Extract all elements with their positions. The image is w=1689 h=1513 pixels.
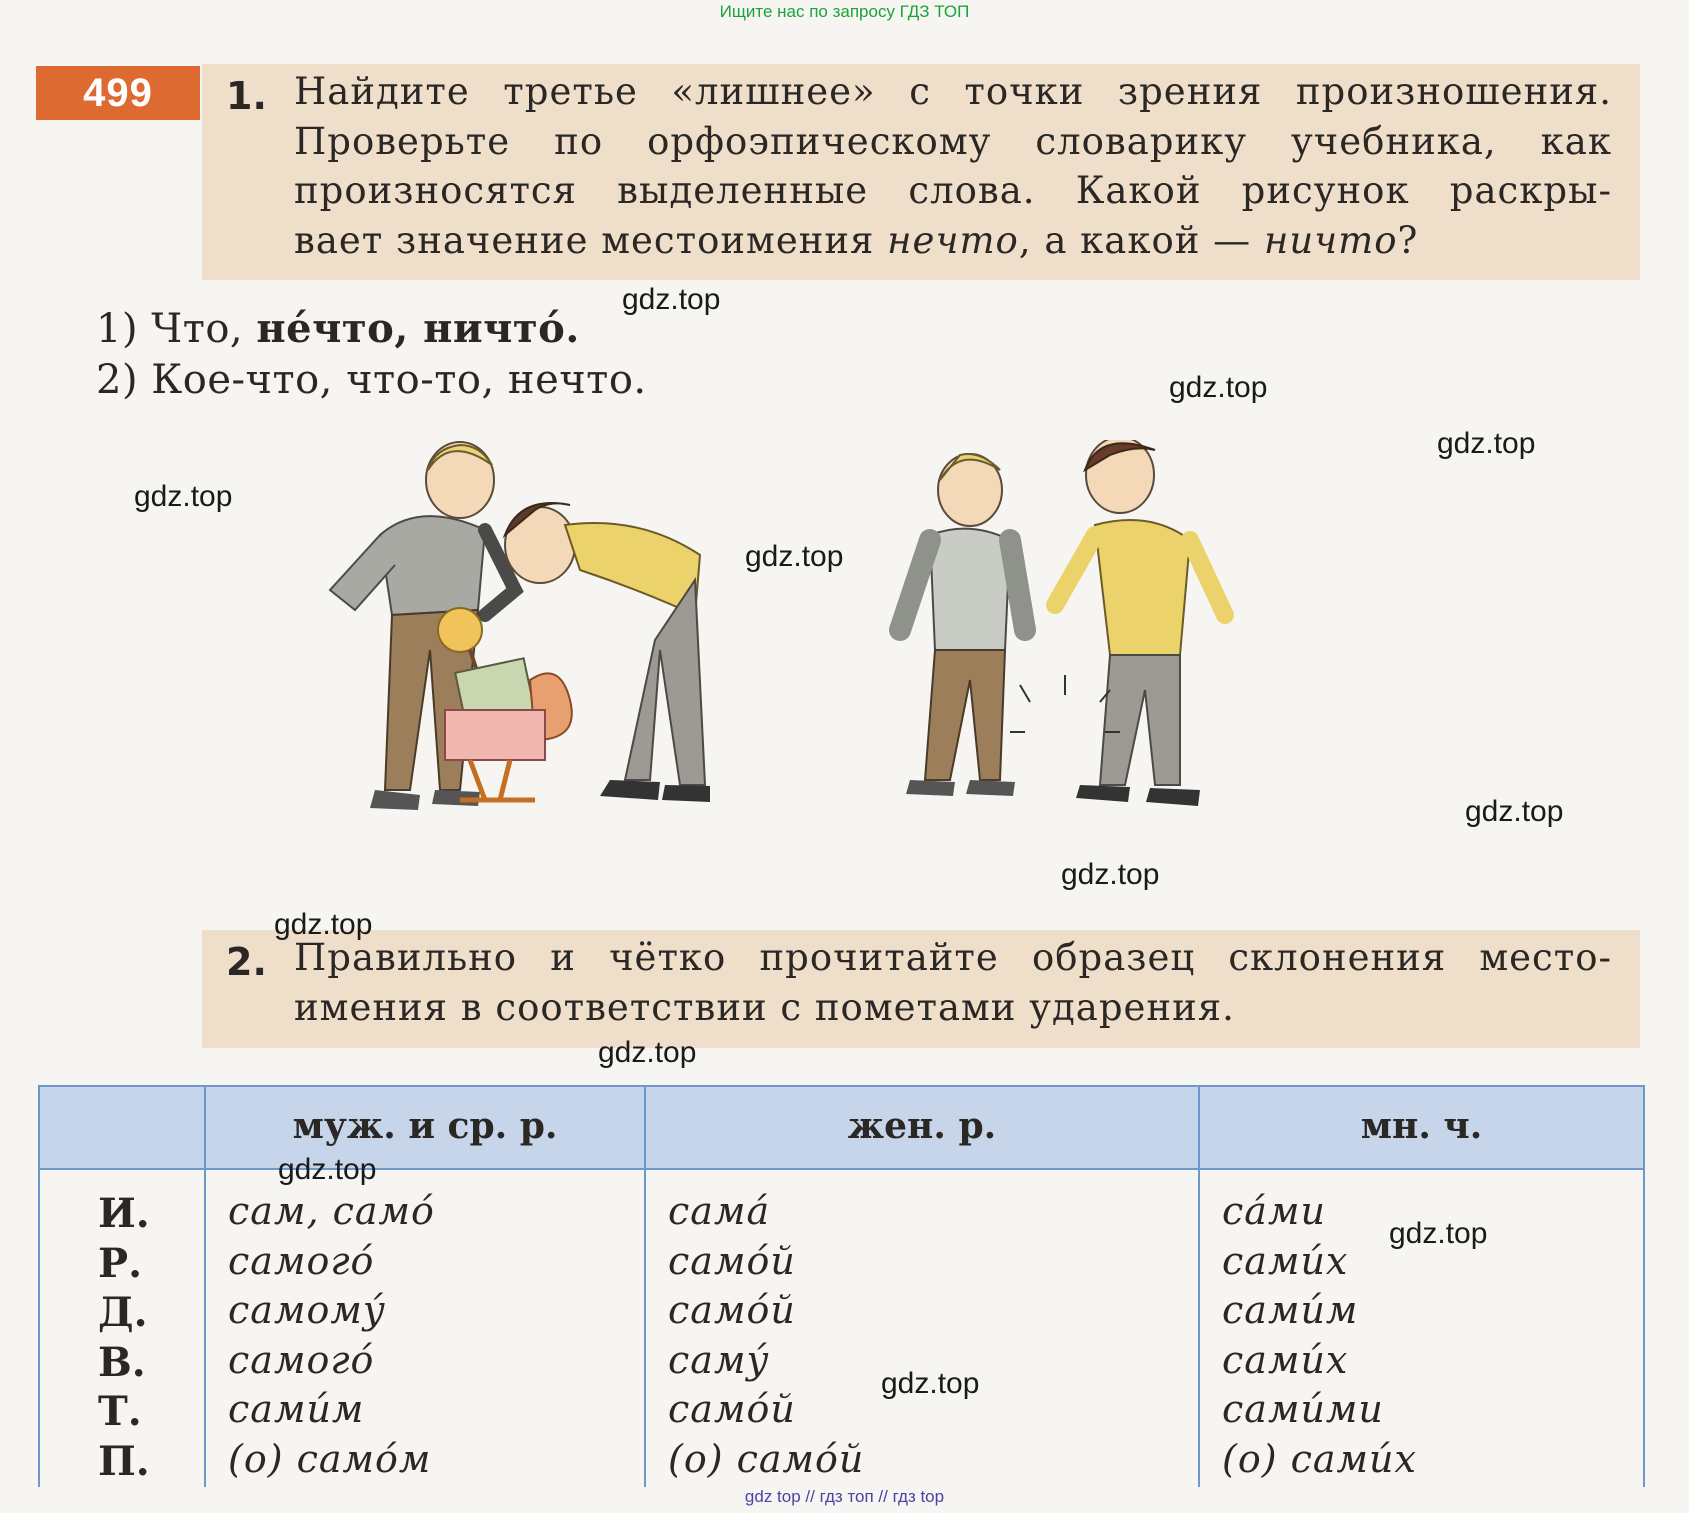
table-cell: (о) само́м: [228, 1436, 432, 1481]
task-1-box: [202, 64, 1640, 280]
word-nechto: нечто: [887, 218, 1019, 262]
plural-forms-column: [1222, 1187, 1417, 1484]
column-divider: [1198, 1087, 1200, 1487]
task-1-text: [294, 67, 1612, 265]
task-1-line: произносятся выделенные слова. Какой рисунок раскры-: [294, 169, 1612, 212]
case-label: В.: [98, 1338, 146, 1386]
header-masc-neut: муж. и ср. р.: [292, 1105, 558, 1147]
watermark: gdz.top: [598, 1036, 697, 1069]
watermark: gdz.top: [1061, 858, 1160, 891]
right-blond-boy: [900, 454, 1025, 796]
case-label: Д.: [98, 1289, 148, 1336]
table-cell: сами́ми: [1222, 1387, 1384, 1431]
task-2-text: [294, 933, 1612, 1032]
case-label: И.: [98, 1190, 150, 1237]
right-brown-haired-boy: [1055, 440, 1225, 806]
table-cell: самому́: [228, 1288, 386, 1332]
watermark: gdz.top: [134, 480, 233, 513]
table-cell: само́й: [668, 1238, 796, 1283]
table-cell: (о) сами́х: [1222, 1436, 1417, 1481]
table-cell: само́й: [668, 1387, 796, 1431]
declension-table: [38, 1085, 1645, 1487]
task-2-line: Правильно и чётко прочитайте образец склонения место-: [294, 936, 1612, 979]
watermark: gdz.top: [622, 283, 721, 316]
column-divider: [644, 1087, 646, 1487]
watermark: gdz.top: [881, 1367, 980, 1400]
watermark: gdz.top: [1169, 371, 1268, 404]
table-cell: (о) само́й: [668, 1436, 865, 1481]
table-cell: сами́х: [1222, 1238, 1349, 1283]
table-cell: сами́х: [1222, 1337, 1349, 1382]
column-divider: [204, 1087, 206, 1487]
watermark: gdz.top: [274, 908, 373, 941]
task-2-number: 2.: [226, 940, 267, 984]
table-cell: сами́м: [228, 1387, 365, 1431]
watermark: gdz.top: [278, 1153, 377, 1186]
watermark: gdz.top: [1389, 1217, 1488, 1250]
illustration: [310, 440, 1340, 890]
fem-forms-column: [668, 1187, 864, 1484]
table-cell: самого́: [228, 1238, 375, 1283]
top-banner[interactable]: Ищите нас по запросу ГДЗ ТОП: [719, 2, 970, 21]
watermark: gdz.top: [1465, 795, 1564, 828]
bottom-banner[interactable]: gdz top // гдз топ // гдз top: [744, 1487, 945, 1506]
exercise-number-badge: 499: [36, 66, 200, 120]
answer-line-2: 2) Кое-что, что-то, нечто.: [96, 357, 647, 403]
table-cell: са́ми: [1222, 1189, 1326, 1233]
word-nichto: ничто: [1263, 218, 1398, 262]
task-2-line: имения в соответствии с пометами ударения.: [294, 985, 1235, 1029]
header-fem: жен. р.: [847, 1105, 997, 1147]
table-cell: сами́м: [1222, 1288, 1359, 1332]
case-label: Т.: [98, 1388, 142, 1435]
table-cell: сам, само́: [228, 1189, 435, 1233]
header-plural: мн. ч.: [1360, 1105, 1483, 1147]
watermark: gdz.top: [1437, 427, 1536, 460]
table-cell: само́й: [668, 1288, 796, 1332]
answer-line-1: 1) Что, не́что, ничто́.: [96, 305, 580, 352]
case-label: Р.: [98, 1239, 143, 1287]
empty-space-marks: [1010, 675, 1120, 732]
case-labels-column: [98, 1189, 150, 1486]
task-1-line: Проверьте по орфоэпическому словарику учебника, как: [294, 119, 1612, 163]
table-cell: сама́: [668, 1189, 771, 1233]
watermark: gdz.top: [745, 540, 844, 573]
highlighted-words: не́что, ничто́.: [256, 305, 580, 352]
table-cell: самого́: [228, 1337, 375, 1382]
case-label: П.: [98, 1437, 150, 1485]
masc-neut-forms-column: [228, 1187, 435, 1484]
task-1-line: Найдите третье «лишнее» с точки зрения произношения.: [294, 70, 1612, 113]
task-2-box: [202, 930, 1640, 1048]
table-cell: саму́: [668, 1337, 770, 1382]
task-1-number: 1.: [226, 74, 267, 118]
task-1-line: вает значение местоимения нечто, а какой — ничто?: [294, 218, 1419, 262]
